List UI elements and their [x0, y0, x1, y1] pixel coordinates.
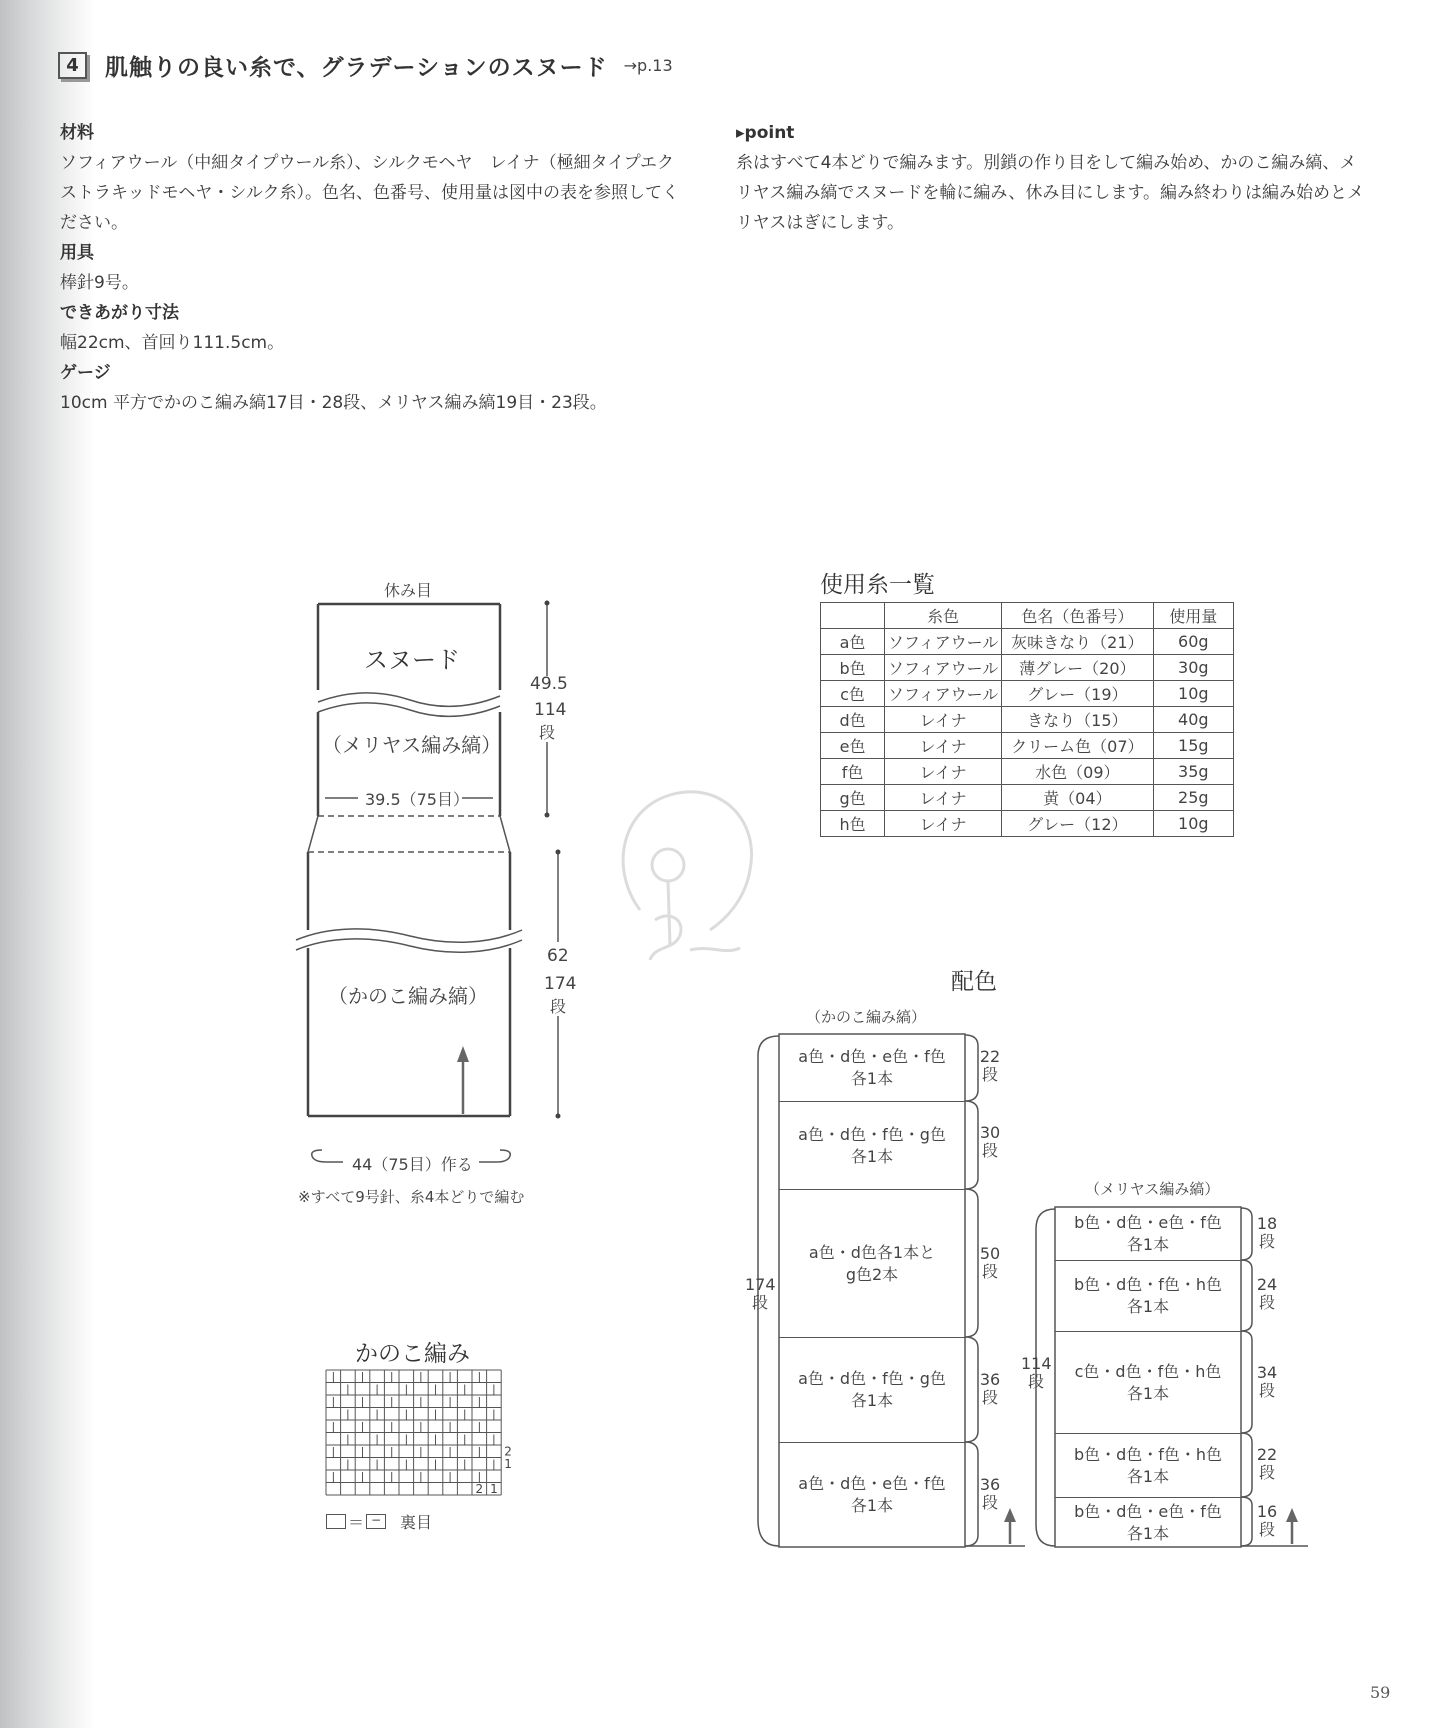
rows-unit: 段: [751, 1293, 768, 1312]
rows-number: 36: [979, 1475, 1001, 1494]
meriyasu-rows-2: [1252, 1276, 1282, 1312]
knit-stitch-symbol: |: [346, 1407, 350, 1421]
meriyasu-block-3: [1055, 1331, 1241, 1433]
upper-width-label: 39.5（75目）: [365, 790, 469, 809]
meriyasu-rows-4: [1252, 1446, 1282, 1482]
cell: 60g: [1153, 629, 1233, 655]
kanoko-total-rows: [745, 1276, 775, 1312]
knit-stitch-symbol: |: [346, 1432, 350, 1446]
rows-number: 22: [1256, 1445, 1278, 1464]
knit-stitch-symbol: |: [360, 1370, 365, 1383]
block-count: g色2本: [845, 1264, 899, 1284]
rows-unit: 段: [1258, 1381, 1275, 1400]
cell: e色: [821, 733, 885, 759]
meriyasu-rows-1: [1252, 1215, 1282, 1251]
rows-unit: 段: [1027, 1372, 1044, 1391]
knit-stitch-symbol: |: [492, 1382, 496, 1396]
size-text: 幅22cm、首回り111.5cm。: [60, 333, 285, 353]
cell: 10g: [1153, 681, 1233, 707]
cell: f色: [821, 759, 885, 785]
rows-unit: 段: [981, 1493, 998, 1512]
block-colors: a色・d色・e色・f色: [798, 1047, 946, 1066]
size-label: できあがり寸法: [60, 303, 179, 323]
lower-part-label: （かのこ編み縞）: [328, 984, 488, 1008]
knit-stitch-symbol: |: [360, 1420, 365, 1433]
rows-number: 50: [979, 1244, 1001, 1263]
block-count: 各1本: [850, 1391, 894, 1410]
kanoko-chart-title: かのこ編み: [355, 1341, 470, 1367]
lower-rows-unit: 段: [550, 997, 567, 1016]
meriyasu-block-1: [1055, 1208, 1241, 1260]
cell: クリーム色（07）: [1002, 733, 1154, 759]
block-count: 各1本: [850, 1069, 894, 1088]
knit-stitch-symbol: |: [433, 1457, 438, 1471]
legend-text: 裏目: [400, 1513, 433, 1532]
rows-number: 30: [979, 1123, 1001, 1142]
block-colors: a色・d色各1本と: [808, 1242, 936, 1262]
block-colors: a色・d色・f色・g色: [798, 1369, 946, 1388]
rows-unit: 段: [981, 1065, 998, 1084]
knit-stitch-symbol: |: [492, 1407, 496, 1421]
knit-stitch-symbol: |: [448, 1395, 452, 1408]
cell: レイナ: [885, 811, 1002, 837]
knit-stitch-symbol: |: [404, 1382, 409, 1396]
block-count: 各1本: [1126, 1383, 1170, 1403]
tools-label: 用具: [60, 243, 94, 263]
knit-stitch-symbol: |: [462, 1457, 467, 1471]
header-cell: 糸色: [885, 603, 1002, 629]
chart-row-label: 1: [504, 1457, 512, 1471]
cell: ソフィアウール: [885, 681, 1002, 707]
cell: レイナ: [885, 785, 1002, 811]
knit-stitch-symbol: |: [477, 1470, 482, 1483]
knit-stitch-symbol: |: [492, 1432, 496, 1446]
rows-unit: 段: [1258, 1520, 1275, 1539]
rows-number: 114: [1021, 1354, 1052, 1373]
rows-number: 36: [979, 1370, 1001, 1389]
knit-stitch-symbol: |: [389, 1445, 394, 1458]
cell: レイナ: [885, 759, 1002, 785]
empty-cell-symbol: [326, 1514, 346, 1529]
schematic-title: スヌード: [364, 646, 460, 674]
cell: ソフィアウール: [885, 629, 1002, 655]
header-cell: 色名（色番号）: [1002, 603, 1154, 629]
knit-stitch-symbol: |: [477, 1445, 482, 1458]
knit-stitch-symbol: |: [360, 1470, 365, 1483]
cell: 15g: [1153, 733, 1233, 759]
knit-stitch-symbol: |: [346, 1457, 350, 1471]
cell: 35g: [1153, 759, 1233, 785]
block-colors: c色・d色・f色・h色: [1074, 1361, 1222, 1381]
cell: 25g: [1153, 785, 1233, 811]
knit-stitch-symbol: |: [331, 1420, 336, 1433]
cell: 30g: [1153, 655, 1233, 681]
kanoko-rows-3: [975, 1245, 1005, 1281]
rows-number: 34: [1256, 1363, 1278, 1382]
knit-stitch-symbol: |: [331, 1445, 336, 1458]
chart-col-label: 1: [490, 1482, 498, 1496]
block-count: 各1本: [850, 1146, 894, 1166]
knit-stitch-symbol: |: [404, 1457, 409, 1471]
knit-stitch-symbol: |: [360, 1445, 365, 1458]
cell: レイナ: [885, 707, 1002, 733]
knit-stitch-symbol: |: [404, 1407, 409, 1421]
block-count: 各1本: [1126, 1297, 1170, 1316]
block-colors: b色・d色・e色・f色: [1074, 1213, 1222, 1232]
cell: グレー（12）: [1002, 811, 1154, 837]
block-colors: a色・d色・e色・f色: [798, 1474, 946, 1493]
meriyasu-rows-5: [1252, 1503, 1282, 1539]
cell: 黄（04）: [1002, 785, 1154, 811]
kanoko-block-1: [779, 1035, 965, 1101]
needle-note: ※すべて9号針、糸4本どりで編む: [298, 1188, 525, 1206]
meriyasu-block-2: [1055, 1260, 1241, 1331]
cell: レイナ: [885, 733, 1002, 759]
cell: グレー（19）: [1002, 681, 1154, 707]
meriyasu-scheme-label: （メリヤス編み縞）: [1085, 1180, 1220, 1198]
gauge-label: ゲージ: [60, 363, 111, 383]
section-number: 4: [58, 52, 87, 79]
knit-stitch-symbol: |: [433, 1407, 438, 1421]
knit-stitch-symbol: |: [448, 1445, 452, 1458]
kanoko-block-3: [779, 1189, 965, 1337]
rows-number: 174: [745, 1275, 776, 1294]
purl-symbol: −: [366, 1514, 386, 1529]
tools-text: 棒針9号。: [60, 273, 139, 293]
rest-stitches-label: 休み目: [384, 581, 433, 600]
knit-stitch-symbol: |: [477, 1395, 482, 1408]
knit-stitch-symbol: |: [419, 1420, 423, 1433]
block-count: 各1本: [1126, 1523, 1170, 1543]
cell: g色: [821, 785, 885, 811]
knit-stitch-symbol: |: [389, 1370, 394, 1383]
knit-stitch-symbol: |: [331, 1370, 336, 1383]
knit-stitch-symbol: |: [419, 1470, 423, 1483]
kanoko-rows-1: [975, 1048, 1005, 1084]
knit-stitch-symbol: |: [404, 1432, 409, 1446]
block-colors: b色・d色・f色・h色: [1073, 1444, 1223, 1464]
legend-equals: ＝: [348, 1513, 365, 1532]
block-colors: a色・d色・f色・g色: [798, 1124, 946, 1144]
kanoko-rows-2: [975, 1124, 1005, 1160]
knit-stitch-symbol: |: [448, 1470, 452, 1483]
kanoko-rows-5: [975, 1476, 1005, 1512]
block-colors: b色・d色・f色・h色: [1073, 1275, 1223, 1294]
point-text: 糸はすべて4本どりで編みます。別鎖の作り目をして編み始め、かのこ編み縞、メリヤス編み縞でスヌードを輪に編み、休み目にします。編み終わりは編み始めとメリヤスはぎにします。: [736, 153, 1364, 233]
kanoko-block-5: [779, 1442, 965, 1547]
point-label: ▸point: [736, 123, 795, 143]
page-number: 59: [1370, 1683, 1391, 1702]
knit-stitch-symbol: |: [462, 1407, 467, 1421]
knit-stitch-symbol: |: [477, 1370, 482, 1383]
knit-stitch-symbol: |: [477, 1420, 482, 1433]
kanoko-stitch-chart: [320, 1368, 520, 1508]
kanoko-rows-4: [975, 1371, 1005, 1407]
lower-height-label: 62: [547, 946, 569, 966]
color-scheme-title: 配色: [951, 969, 997, 995]
rows-unit: 段: [1258, 1293, 1275, 1312]
knit-stitch-symbol: |: [375, 1432, 379, 1446]
knit-stitch-symbol: |: [375, 1457, 379, 1471]
rows-unit: 段: [981, 1141, 998, 1160]
cell: 水色（09）: [1002, 759, 1154, 785]
knit-stitch-symbol: |: [462, 1382, 467, 1396]
header-cell: 使用量: [1153, 603, 1233, 629]
knit-stitch-symbol: |: [419, 1370, 423, 1383]
knit-stitch-symbol: |: [492, 1457, 496, 1471]
chart-legend: [326, 1510, 432, 1533]
upper-rows-unit: 段: [539, 723, 556, 742]
cell: 灰味きなり（21）: [1002, 629, 1154, 655]
knit-stitch-symbol: |: [389, 1395, 394, 1408]
knit-stitch-symbol: |: [462, 1432, 467, 1446]
cell: h色: [821, 811, 885, 837]
knit-stitch-symbol: |: [419, 1445, 423, 1458]
knit-stitch-symbol: |: [433, 1432, 438, 1446]
block-count: 各1本: [1126, 1235, 1170, 1254]
knit-stitch-symbol: |: [448, 1420, 452, 1433]
bottom-width-label: 44（75目）作る: [352, 1155, 473, 1174]
kanoko-block-2: [779, 1101, 965, 1189]
knit-stitch-symbol: |: [331, 1395, 336, 1408]
chart-col-label: 2: [475, 1482, 484, 1496]
cell: 10g: [1153, 811, 1233, 837]
block-count: 各1本: [850, 1496, 894, 1515]
cell: 薄グレー（20）: [1002, 655, 1154, 681]
rows-unit: 段: [1258, 1232, 1275, 1251]
knit-stitch-symbol: |: [360, 1395, 365, 1408]
cell: 40g: [1153, 707, 1233, 733]
cell: d色: [821, 707, 885, 733]
cell: きなり（15）: [1002, 707, 1154, 733]
kanoko-scheme-label: （かのこ編み縞）: [806, 1008, 927, 1026]
knit-stitch-symbol: |: [448, 1370, 452, 1383]
rows-number: 16: [1256, 1502, 1278, 1521]
knit-stitch-symbol: |: [433, 1382, 438, 1396]
materials-text: ソフィアウール（中細タイプウール糸）、シルクモヘヤ レイナ（極細タイプエクストラキッドモヘヤ・シルク糸）。色名、色番号、使用量は図中の表を参照してください。: [60, 153, 680, 233]
knit-stitch-symbol: |: [389, 1470, 394, 1483]
upper-rows-number: 114: [534, 700, 567, 720]
knit-stitch-symbol: |: [375, 1407, 379, 1421]
rows-unit: 段: [981, 1262, 998, 1281]
cell: c色: [821, 681, 885, 707]
meriyasu-block-5: [1055, 1497, 1241, 1547]
rows-unit: 段: [1258, 1463, 1275, 1482]
rows-unit: 段: [981, 1388, 998, 1407]
yarn-table-title: 使用糸一覧: [820, 572, 935, 598]
knit-stitch-symbol: |: [331, 1470, 336, 1483]
knit-stitch-symbol: |: [389, 1420, 394, 1433]
cell: b色: [821, 655, 885, 681]
block-colors: b色・d色・e色・f色: [1074, 1501, 1222, 1521]
gauge-text: 10cm 平方でかのこ編み縞17目・28段、メリヤス編み縞19目・23段。: [60, 393, 607, 413]
upper-height-label: 49.5: [530, 674, 568, 694]
knit-stitch-symbol: |: [419, 1395, 423, 1408]
rows-number: 18: [1256, 1214, 1278, 1233]
page-title: 肌触りの良い糸で、グラデーションのスヌード: [105, 54, 608, 81]
meriyasu-rows-3: [1252, 1364, 1282, 1400]
cell: ソフィアウール: [885, 655, 1002, 681]
chart-row-label: 2: [504, 1444, 512, 1459]
cell: a色: [821, 629, 885, 655]
meriyasu-block-4: [1055, 1433, 1241, 1497]
rows-number: 22: [979, 1047, 1001, 1066]
rows-number: 24: [1256, 1275, 1278, 1294]
page-reference: →p.13: [623, 55, 673, 75]
knit-stitch-symbol: |: [375, 1382, 379, 1396]
materials-label: 材料: [60, 123, 94, 143]
kanoko-block-4: [779, 1337, 965, 1442]
upper-part-label: （メリヤス編み縞）: [322, 733, 502, 757]
lower-rows-number: 174: [544, 974, 577, 994]
knit-stitch-symbol: |: [346, 1382, 350, 1396]
block-count: 各1本: [1126, 1466, 1170, 1486]
meriyasu-total-rows: [1021, 1355, 1051, 1391]
